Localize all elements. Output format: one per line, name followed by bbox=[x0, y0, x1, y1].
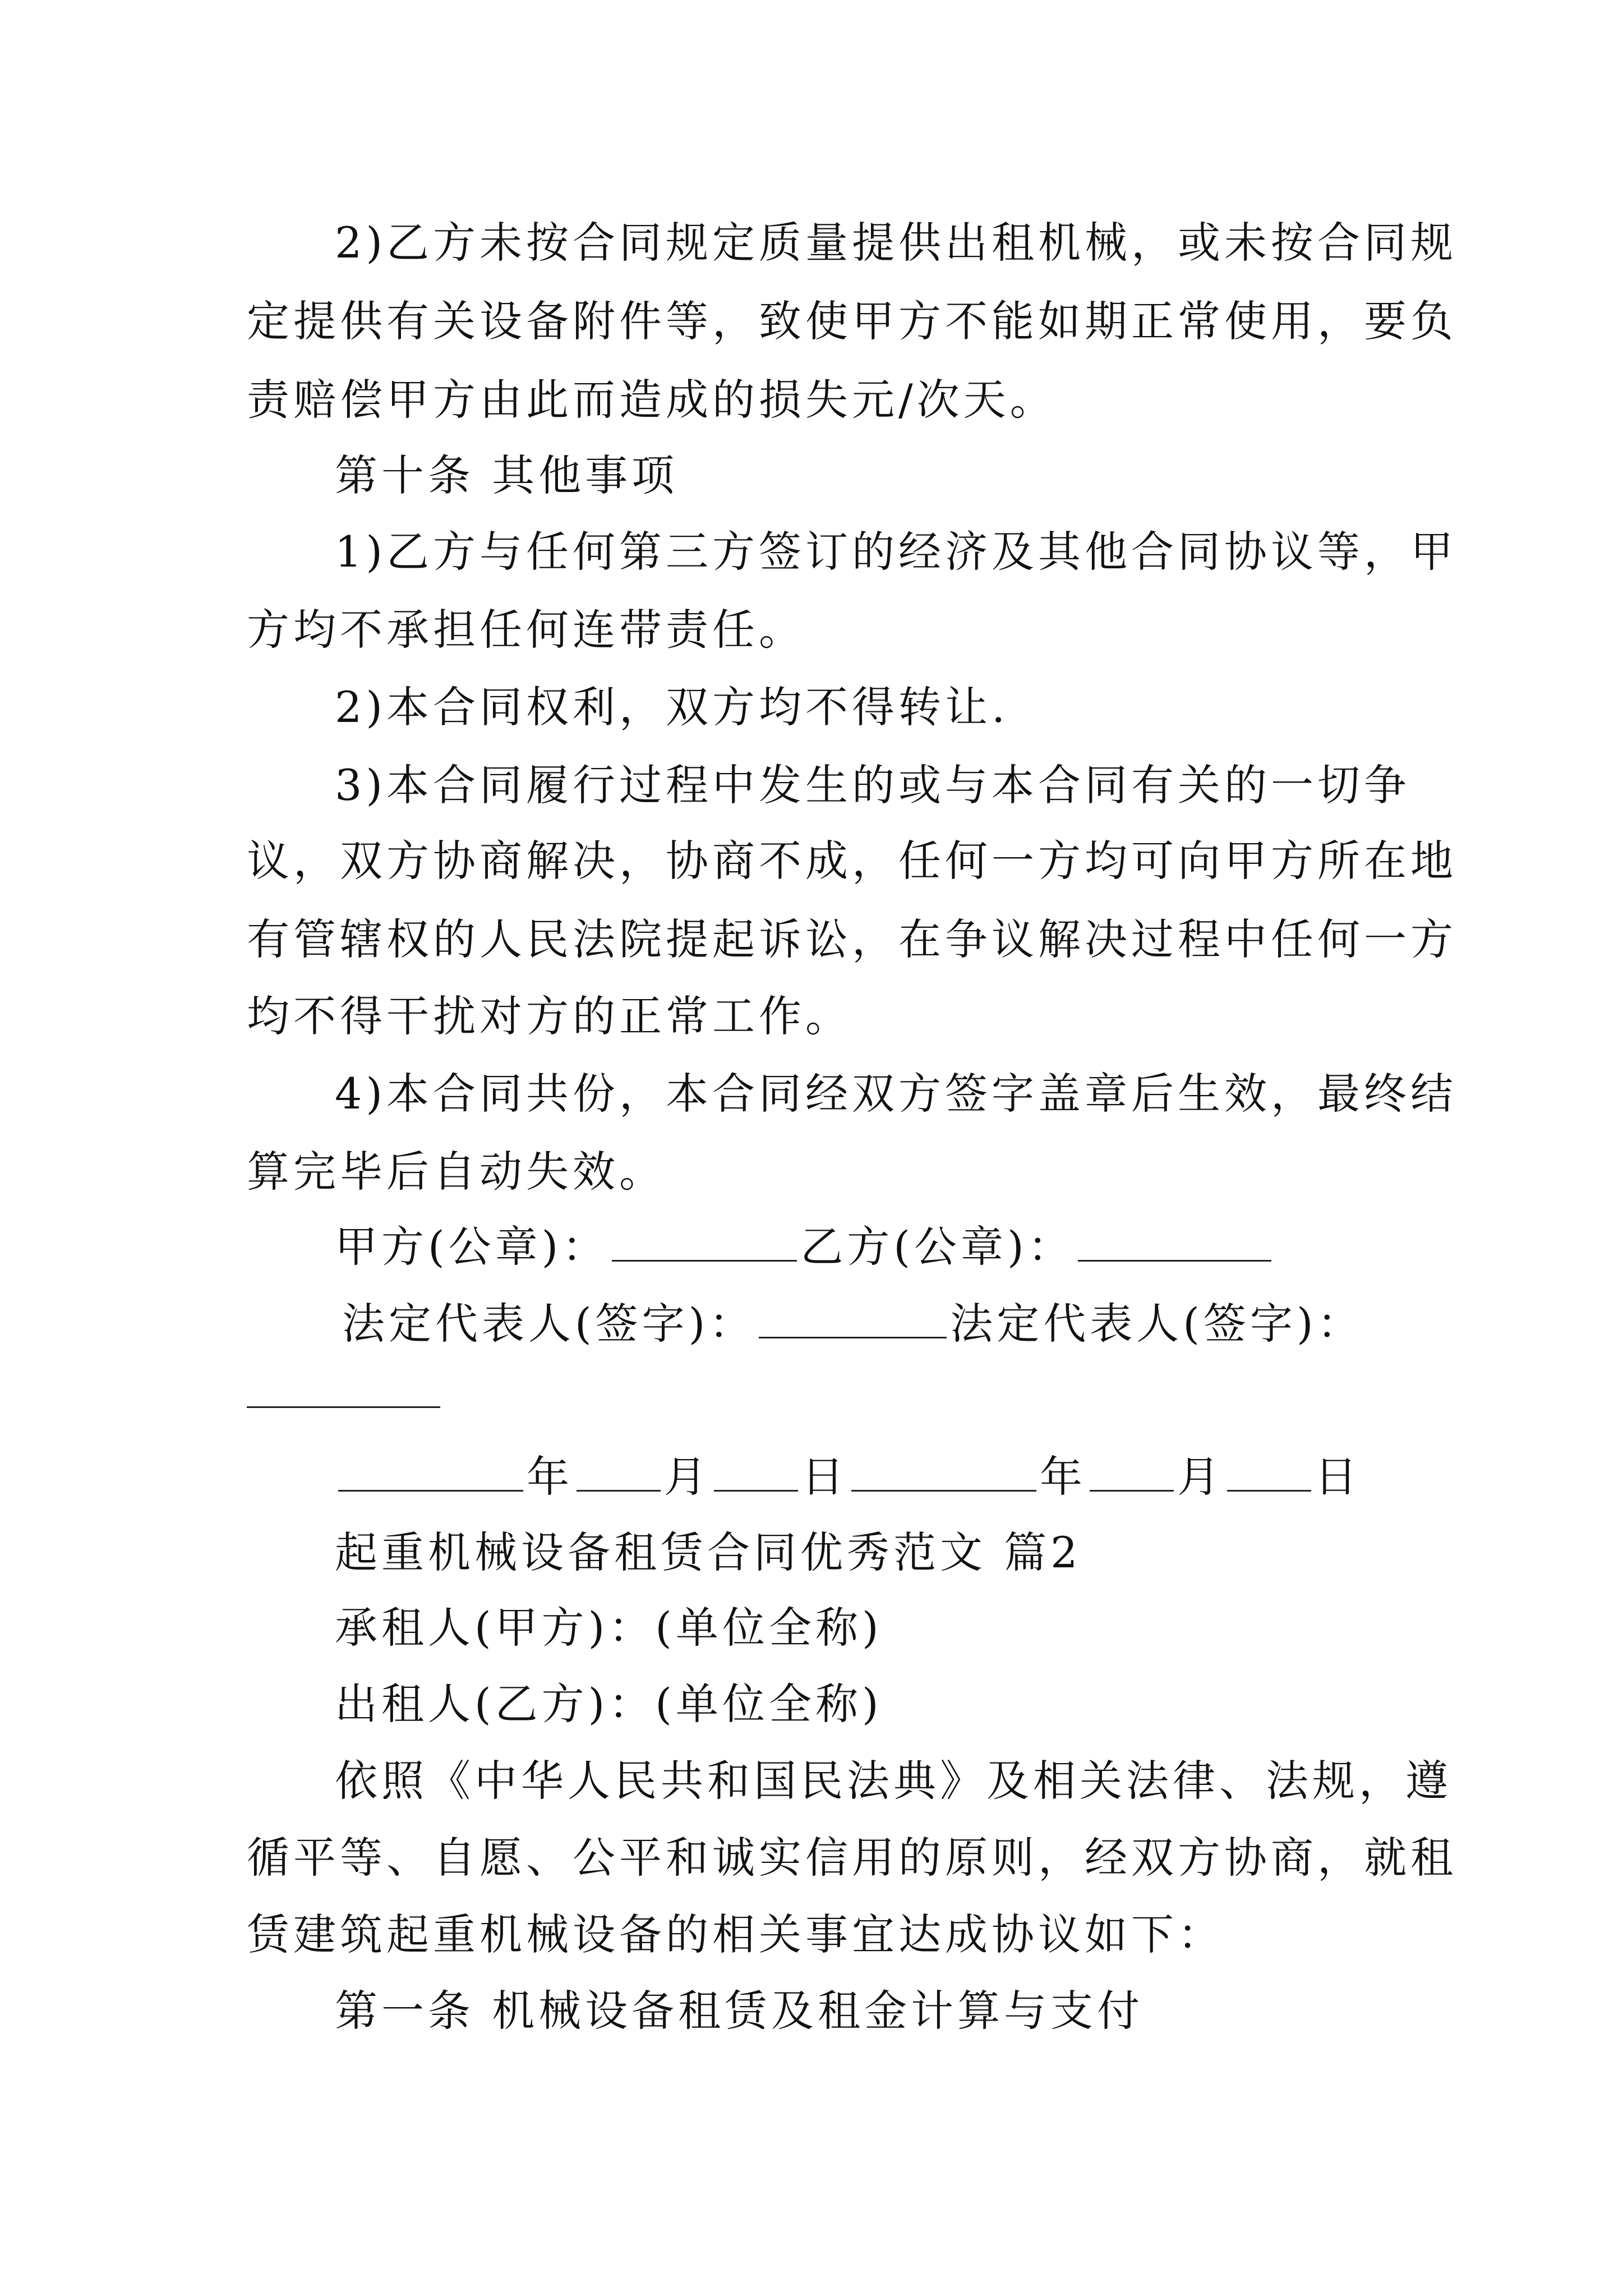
month-label: 月 bbox=[664, 1452, 711, 1502]
day-label: 日 bbox=[1315, 1452, 1361, 1502]
paragraph-line: 4)本合同共份，本合同经双方签字盖章后生效，最终结 bbox=[335, 1069, 1458, 1119]
party-b-seal-label: 乙方(公章)： bbox=[800, 1222, 1075, 1272]
party-a-seal-blank bbox=[612, 1260, 797, 1262]
paragraph-line: 3)本合同履行过程中发生的或与本合同有关的一切争 bbox=[335, 760, 1411, 810]
year-a-blank bbox=[338, 1490, 523, 1492]
paragraph-line: 2)乙方未按合同规定质量提供出租机械，或未按合同规 bbox=[335, 218, 1458, 268]
paragraph-line: 均不得干扰对方的正常工作。 bbox=[247, 991, 852, 1041]
year-b-blank bbox=[851, 1490, 1036, 1492]
section-title: 起重机械设备租赁合同优秀范文 篇2 bbox=[335, 1527, 1082, 1577]
article-heading: 第十条 其他事项 bbox=[335, 450, 679, 500]
rep-a-blank bbox=[759, 1337, 947, 1338]
party-b-seal-blank bbox=[1078, 1260, 1271, 1262]
date-line bbox=[335, 1449, 1361, 1505]
party-a-seal-label: 甲方(公章)： bbox=[335, 1222, 609, 1272]
day-b-blank bbox=[1227, 1490, 1311, 1492]
paragraph-line: 有管辖权的人民法院提起诉讼，在争议解决过程中任何一方 bbox=[247, 914, 1457, 964]
month-a-blank bbox=[577, 1490, 661, 1492]
paragraph-line: 2)本合同权利，双方均不得转让. bbox=[335, 682, 1009, 732]
rep-b-blank bbox=[247, 1406, 440, 1408]
rep-b-label: 法定代表人(签字)： bbox=[950, 1299, 1364, 1349]
year-label: 年 bbox=[1040, 1452, 1086, 1502]
paragraph-line: 循平等、自愿、公平和诚实信用的原则，经双方协商，就租 bbox=[247, 1833, 1457, 1883]
paragraph-line: 方均不承担任何连带责任。 bbox=[247, 605, 805, 655]
year-label: 年 bbox=[527, 1452, 573, 1502]
day-label: 日 bbox=[801, 1452, 848, 1502]
paragraph-line: 算完毕后自动失效。 bbox=[247, 1147, 666, 1197]
paragraph-line: 1)乙方与任何第三方签订的经济及其他合同协议等，甲 bbox=[335, 527, 1458, 577]
rep-a-label: 法定代表人(签字)： bbox=[342, 1299, 756, 1349]
day-a-blank bbox=[714, 1490, 798, 1492]
paragraph-line: 议，双方协商解决，协商不成，任何一方均可向甲方所在地 bbox=[247, 836, 1457, 886]
lessor-line: 出租人(乙方)：(单位全称) bbox=[335, 1679, 883, 1729]
seal-line bbox=[335, 1219, 1275, 1275]
paragraph-line: 赁建筑起重机械设备的相关事宜达成协议如下： bbox=[247, 1910, 1224, 1959]
month-b-blank bbox=[1090, 1490, 1174, 1492]
paragraph-line: 定提供有关设备附件等，致使甲方不能如期正常使用，要负 bbox=[247, 296, 1457, 346]
paragraph-line: 依照《中华人民共和国民法典》及相关法律、法规，遵 bbox=[335, 1756, 1452, 1806]
month-label: 月 bbox=[1177, 1452, 1224, 1502]
representative-line bbox=[342, 1296, 1364, 1352]
article-heading: 第一条 机械设备租赁及租金计算与支付 bbox=[335, 1986, 1144, 2036]
paragraph-line: 责赔偿甲方由此而造成的损失元/次天。 bbox=[247, 375, 1057, 425]
lessee-line: 承租人(甲方)：(单位全称) bbox=[335, 1603, 883, 1653]
